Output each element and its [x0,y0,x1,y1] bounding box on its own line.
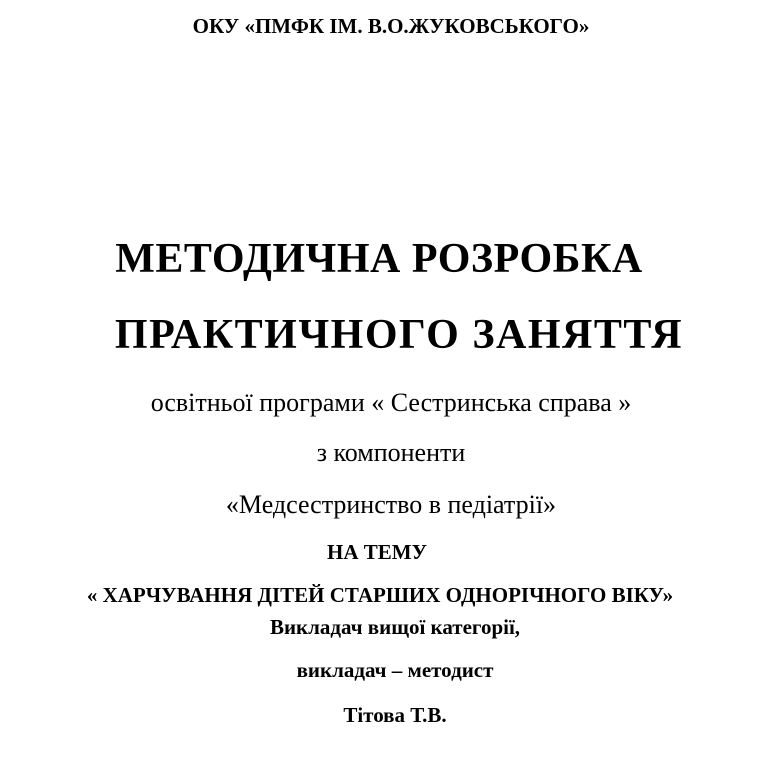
discipline-line: «Медсестринство в педіатрії» [225,490,557,519]
component-line: з компоненти [316,438,466,467]
document-title-line-1: МЕТОДИЧНА РОЗРОБКА [115,236,643,282]
institution-name: ОКУ «ПМФК ІМ. В.О.ЖУКОВСЬКОГО» [192,14,590,38]
author-position-2: викладач – методист [296,658,494,682]
document-title-line-2: ПРАКТИЧНОГО ЗАНЯТТЯ [114,312,684,358]
program-line: освітньої програми « Сестринська справа » [150,388,632,417]
author-name: Тітова Т.В. [343,703,447,727]
author-position-1: Викладач вищої категорії, [269,615,521,639]
topic-label: НА ТЕМУ [327,540,427,564]
topic-text: « ХАРЧУВАННЯ ДІТЕЙ СТАРШИХ ОДНОРІЧНОГО ВІКУ» [86,583,674,607]
